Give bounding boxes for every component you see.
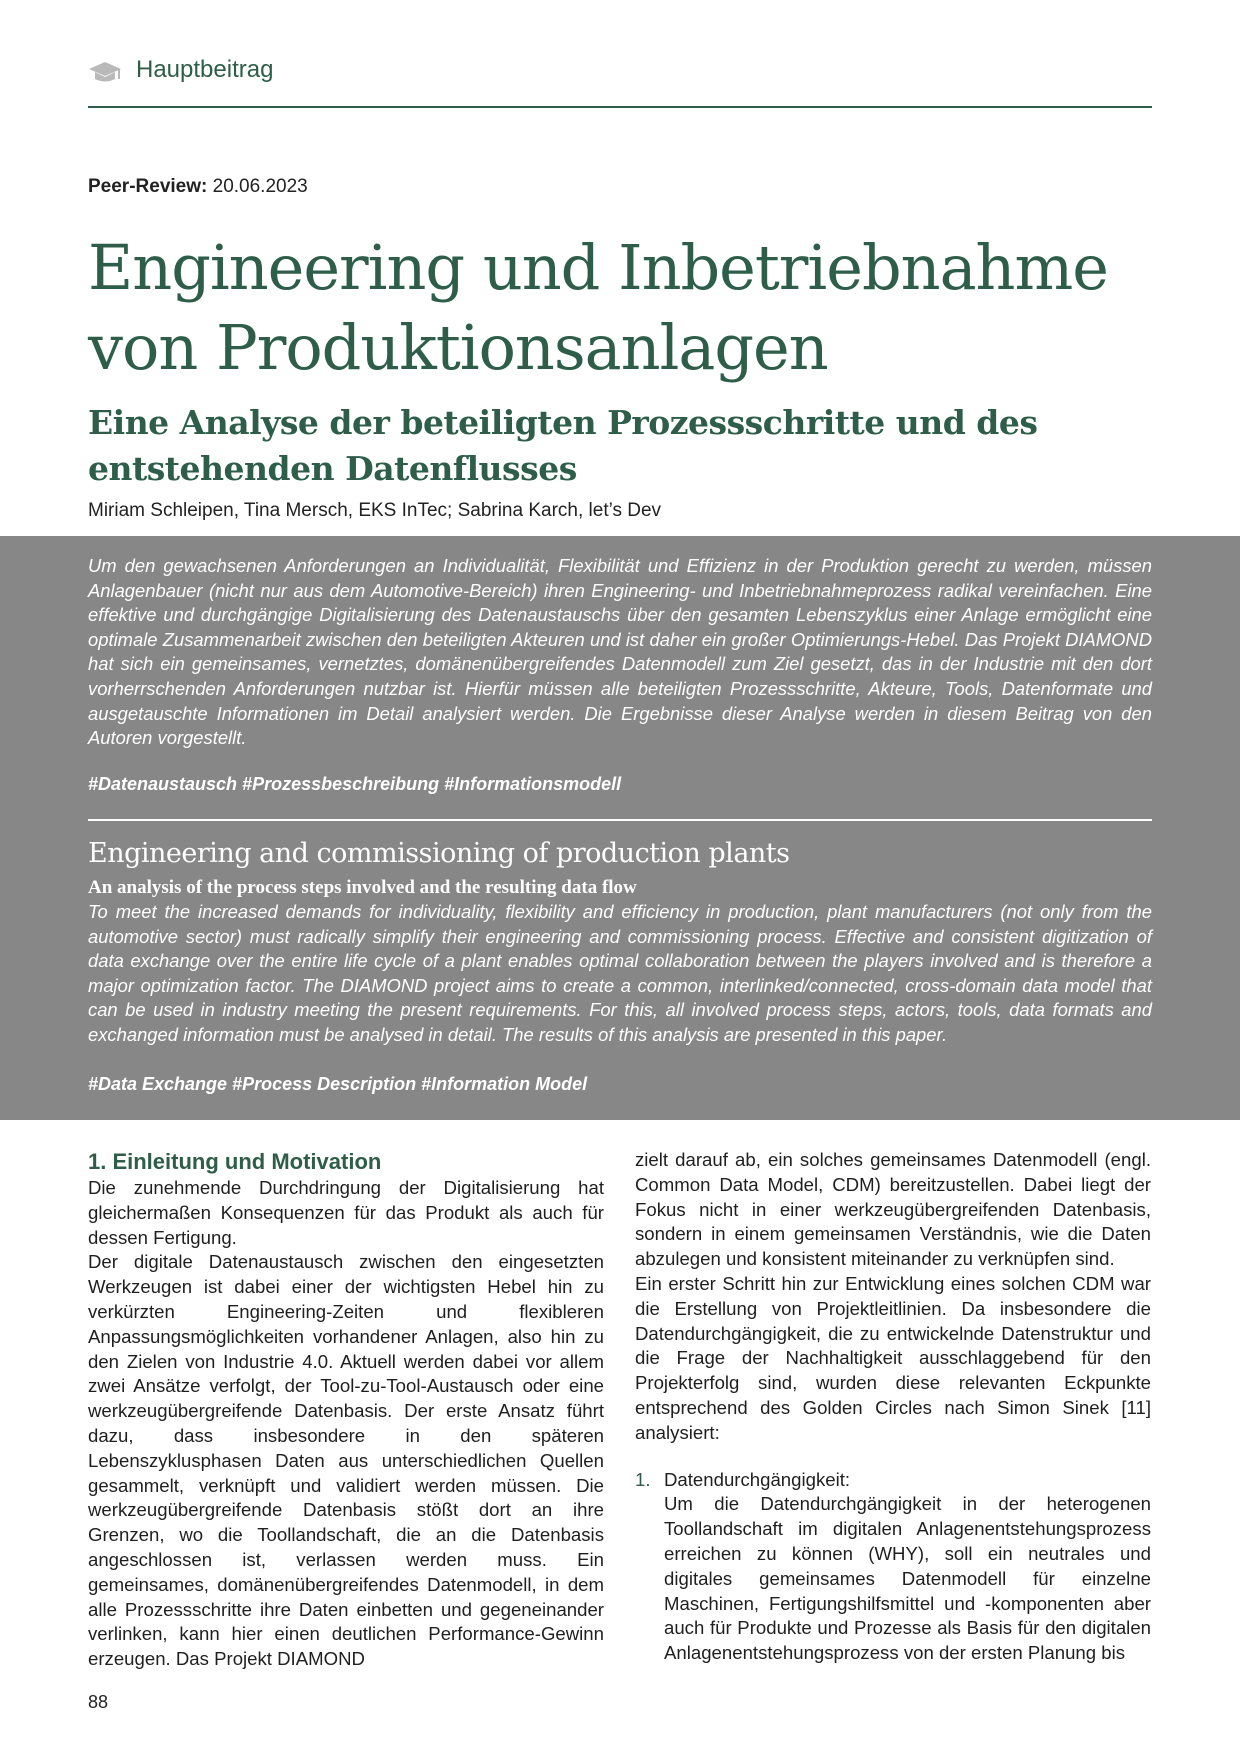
title-line-2: von Produktionsanlagen (88, 311, 828, 384)
peer-review-line (88, 176, 308, 198)
section-label: Hauptbeitrag (136, 56, 274, 83)
body-paragraph: Ein erster Schritt hin zur Entwicklung eines solchen CDM war die Erstellung von Projektleitlinien. Da insbesondere die Datendurchgängigkeit, die zu entwickelnde Datenstruktur und die Frage der Nachhaltigkeit ausschlaggebend für den Projekterfolg sind, wurden diese relevanten Eckpunkte entsprechend des Golden Circles nach Simon Sinek [11] analysiert: (635, 1272, 1151, 1443)
body-paragraph: Die zunehmende Durchdringung der Digitalisierung hat gleichermaßen Konsequenzen für das Produkt als auch für dessen Fertigung. (88, 1177, 604, 1248)
abstract-divider (88, 819, 1152, 821)
graduation-cap-icon (88, 60, 122, 84)
peer-review-label: Peer-Review: (88, 176, 208, 197)
hashtags-de: #Datenaustausch #Prozessbeschreibung #Informationsmodell (88, 774, 622, 794)
body-column-left (88, 1148, 604, 1672)
author-line: Miriam Schleipen, Tina Mersch, EKS InTec; Sabrina Karch, let’s Dev (88, 500, 662, 521)
body-column-right (635, 1148, 1151, 1666)
article-title (88, 228, 1152, 388)
list-item-text: Um die Datendurchgängigkeit in der heterogenen Toollandschaft im digitalen Anlagenentstehungsprozess erreichen zu können (WHY), soll ein neutrales und digitales gemeinsames Datenmodell für einzelne Maschinen, Fertigungshilfsmittel und -komponenten aber auch für Produkte und Prozesse als Basis für den digitalen Anlagenentstehungsprozess von der ersten Planung bis (664, 1493, 1151, 1664)
abstract-box (0, 536, 1240, 1120)
english-title: Engineering and commissioning of production plants (88, 838, 790, 869)
hashtags-en: #Data Exchange #Process Description #Information Model (88, 1074, 588, 1094)
abstract-de: Um den gewachsenen Anforderungen an Individualität, Flexibilität und Effizienz in der Produktion gerecht zu werden, müssen Anlagenbauer (nicht nur aus dem Automotive-Bereich) ihren Engineering- und Inbetriebnahmeprozess radikal vereinfachen. Eine effektive und durchgängige Digitalisierung des Datenaustauschs über den gesamten Lebenszyklus einer Anlage ermöglicht eine optimale Zusammenarbeit zwischen den beteiligten Akteuren und ist daher ein großer Optimierungs-Hebel. Das Projekt DIAMOND hat sich ein gemeinsames, vernetztes, domänenübergreifendes Datenmodell zum Ziel gesetzt, das in der Industrie mit den dort vorherrschenden Anforderungen nutzbar ist. Hierfür müssen alle beteiligten Prozessschritte, Akteure, Tools, Datenformate und ausgetauschte Informationen im Detail analysiert werden. Die Ergebnisse dieser Analyse werden in diesem Beitrag von den Autoren vorgestellt. (88, 555, 1152, 749)
article-subtitle: Eine Analyse der beteiligten Prozessschritte und des entstehenden Datenflusses (88, 403, 1038, 488)
list-number: 1. (635, 1468, 651, 1490)
numbered-list (635, 1468, 1151, 1666)
list-item (664, 1468, 1151, 1666)
title-line-1: Engineering und Inbetriebnahme (88, 231, 1108, 304)
body-paragraph: zielt darauf ab, ein solches gemeinsames Datenmodell (engl. Common Data Model, CDM) bereitzustellen. Dabei liegt der Fokus nicht in einer werkzeugübergreifenden Datenbasis, sondern in einem gemeinsamen Verständnis, wie die Daten abzulegen und konsistent miteinander zu verknüpfen sind. (635, 1149, 1151, 1270)
body-paragraph: Der digitale Datenaustausch zwischen den eingesetzten Werkzeugen ist dabei einer der wichtigsten Hebel hin zu verkürzten Engineering-Zeiten und flexibleren Anpassungsmöglichkeiten vorhandener Anlagen, also hin zu den Zielen von Industrie 4.0. Aktuell werden dabei vor allem zwei Ansätze verfolgt, der Tool-zu-Tool-Austausch oder eine werkzeugübergreifende Datenbasis. Der erste Ansatz führt dazu, dass insbesondere in den späteren Lebenszyklusphasen Daten aus unterschiedlichen Quellen gesammelt, verknüpft und validiert werden müssen. Die werkzeugübergreifende Datenbasis stößt dort an ihre Grenzen, wo die Toollandschaft, die an die Datenbasis angeschlossen ist, verlassen werden muss. Ein gemeinsames, domänenübergreifendes Datenmodell, in dem alle Prozessschritte ihre Daten einbetten und gegeneinander verlinken, kann hier einen deutlichen Performance-Gewinn erzeugen. Das Projekt DIAMOND (88, 1251, 604, 1670)
page-header (88, 52, 1152, 108)
abstract-en: To meet the increased demands for individuality, flexibility and efficiency in production, plant manufacturers (not only from the automotive sector) must radically simplify their engineering and commissioning process. Effective and consistent digitization of data exchange over the entire life cycle of a plant enables optimal collaboration between the players involved and is therefore a major optimization factor. The DIAMOND project aims to create a common, interlinked/connected, cross-domain data model that can be used in industry meeting the present requirements. For this, all involved process steps, actors, tools, data formats and exchanged information must be analysed in detail. The results of this analysis are presented in this paper. (88, 901, 1152, 1045)
english-subtitle: An analysis of the process steps involved and the resulting data flow (88, 877, 637, 898)
section-heading: 1. Einleitung und Motivation (88, 1149, 382, 1174)
list-item-title: Datendurchgängigkeit: (664, 1468, 851, 1490)
page-number: 88 (88, 1692, 109, 1712)
peer-review-date: 20.06.2023 (212, 176, 308, 197)
